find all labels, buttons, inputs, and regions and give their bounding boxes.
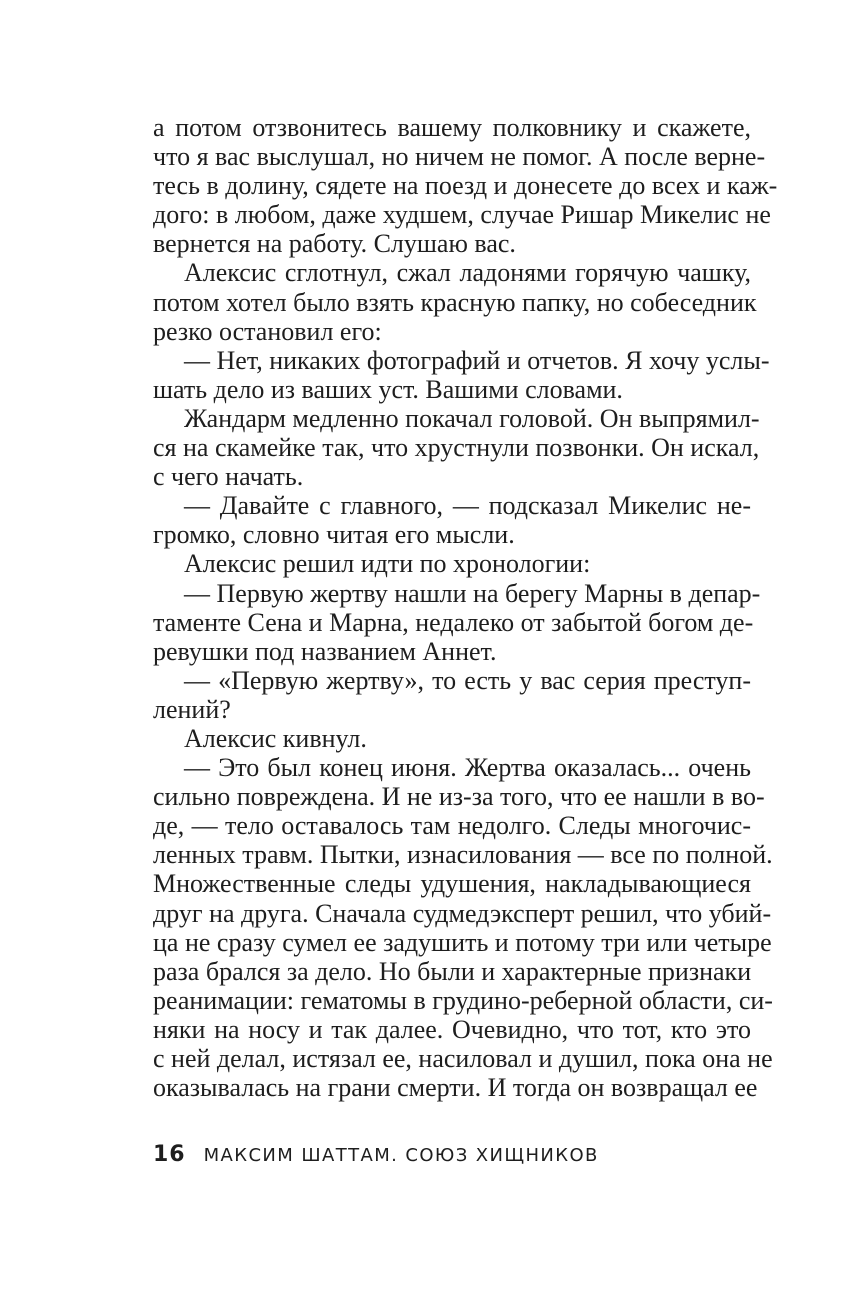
text-line: таменте Сена и Марна, недалеко от забытой богом де- [153,607,754,637]
text-line: ца не сразу сумел ее задушить и потому три или четыре [153,927,772,957]
text-line: друг на друга. Сначала судмедэксперт решил, что убий- [153,898,772,928]
running-title: МАКСИМ ШАТТАМ. СОЮЗ ХИЩНИКОВ [203,1145,599,1166]
text-line: Множественные следы удушения, накладывающиеся [153,869,751,899]
text-line: реанимации: гематомы в грудино-реберной области, си- [153,985,773,1015]
text-line: тесь в долину, сядете на поезд и донесете до всех и каж- [153,171,778,201]
text-line: вернется на работу. Слушаю вас. [153,229,516,259]
text-line: ленных травм. Пытки, изнасилования — все по полной. [153,840,773,870]
body-text [153,113,778,1103]
text-line: ся на скамейке так, что хрустнули позвонки. Он искал, [153,433,760,463]
text-line: Жандарм медленно покачал головой. Он выпрямил- [184,403,760,433]
text-line: Алексис сглотнул, сжал ладонями горячую чашку, [184,258,751,288]
text-line: ревушки под названием Аннет. [153,636,497,666]
page-number: 16 [153,1142,186,1167]
text-line: а потом отзвонитесь вашему полковнику и скажете, [153,113,751,142]
text-line: дого: в любом, даже худшем, случае Ришар Микелис не [153,200,771,230]
text-line: с ней делал, истязал ее, насиловал и душил, пока она не [153,1044,773,1073]
text-line: шать дело из ваших уст. Вашими словами. [153,374,623,404]
page-footer [153,1142,599,1176]
text-line: оказывалась на грани смерти. И тогда он возвращал ее [153,1073,758,1103]
text-line: громко, словно читая его мысли. [153,520,515,550]
text-line: лений? [153,694,231,724]
text-line: — Давайте с главного, — подсказал Микелис не- [184,491,751,521]
text-line: раза брался за дело. Но были и характерные признаки [153,956,752,986]
text-line: сильно повреждена. И не из-за того, что ее нашли в во- [153,782,765,812]
text-line: резко остановил его: [153,316,382,346]
text-line: — Первую жертву нашли на берегу Марны в депар- [184,578,761,608]
text-line: няки на носу и так далее. Очевидно, что тот, кто это [153,1014,751,1044]
text-line: с чего начать. [153,462,304,492]
text-line: де, — тело оставалось там недолго. Следы многочис- [153,811,751,841]
text-line: Алексис кивнул. [184,723,367,753]
text-line: потом хотел было взять красную папку, но собеседник [153,287,757,317]
text-line: — Это был конец июня. Жертва оказалась... очень [184,753,751,783]
text-line: что я вас выслушал, но ничем не помог. А после верне- [153,142,766,172]
text-line: Алексис решил идти по хронологии: [184,549,591,579]
text-line: — Нет, никаких фотографий и отчетов. Я хочу услы- [184,345,770,375]
text-line: — «Первую жертву», то есть у вас серия преступ- [184,665,751,695]
